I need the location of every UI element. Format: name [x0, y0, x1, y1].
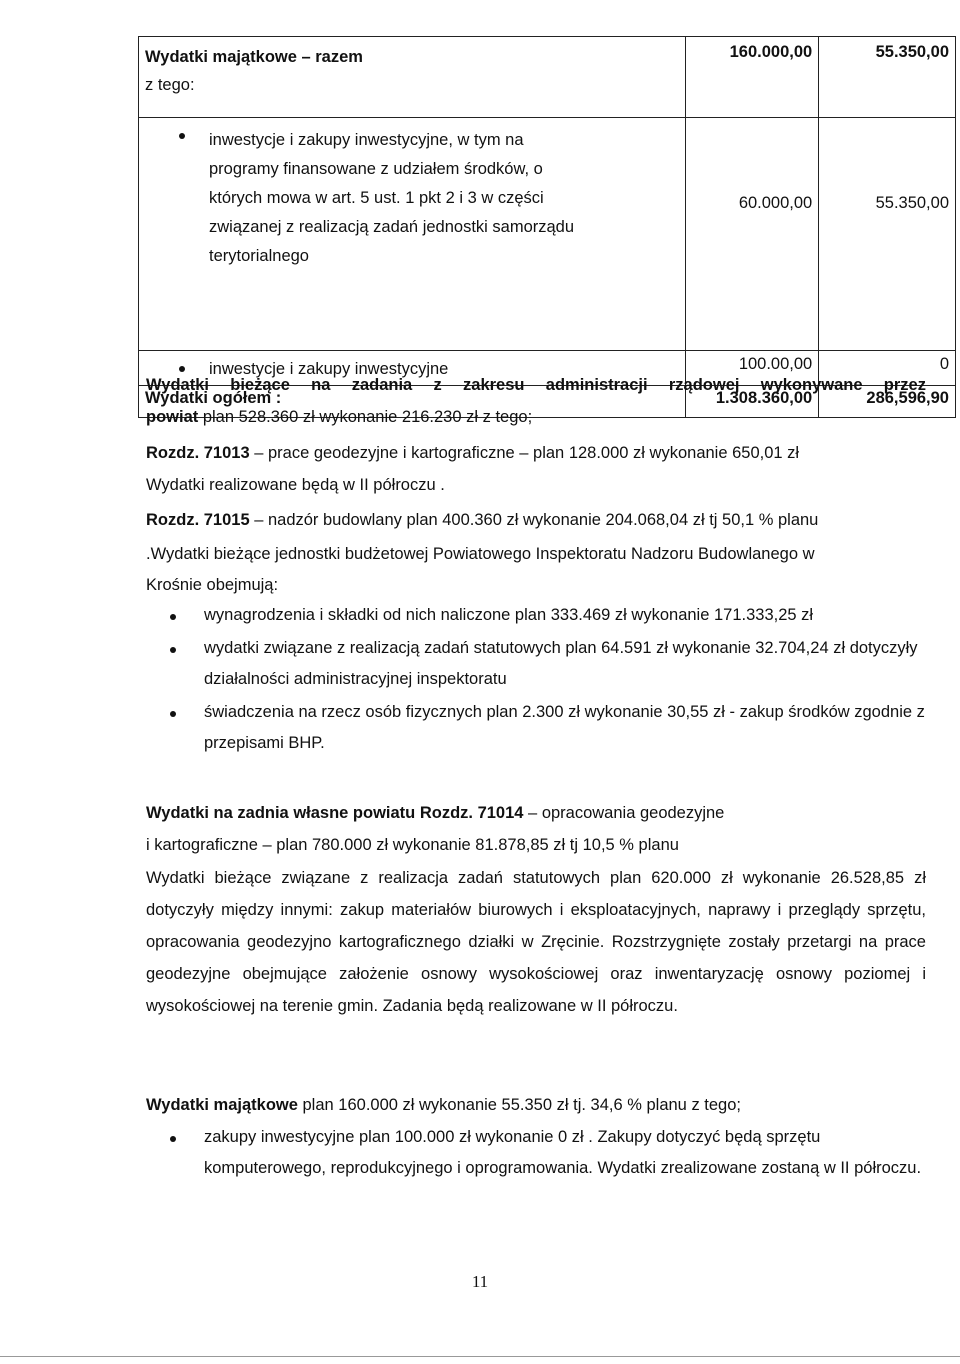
paragraph: Wydatki bieżące związane z realizacja zadań statutowych plan 620.000 zł wykonanie 26.528,85 zł dotyczyły między innymi: zakup materiałów biurowych i eksploatacyjnych, naprawy i przeglądy sprzętu, opracowania geodezyjno kartograficznego działki w Zręcinie. Rozstrzygnięte zostały przetargi na prace geodezyjne obejmujące założenie osnowy wysokościowej oraz inwentaryzację osnowy poziomej i wysokościowej na terenie gmin. Zadania będą realizowane w II półroczu.	[146, 869, 926, 1015]
row-label-line: związanej z realizacją zadań jednostki samorządu	[209, 218, 575, 236]
paragraph-line: Krośnie obejmują:	[146, 576, 279, 594]
execution-value: 0	[819, 351, 956, 386]
row-label: Wydatki ogółem :	[139, 386, 686, 418]
section-heading: Wydatki bieżące na zadania z zakresu administracji rządowej wykonywane przez	[146, 376, 926, 394]
table-row	[139, 118, 956, 351]
paragraph-line: i kartograficzne – plan 780.000 zł wykonanie 81.878,85 zł tj 10,5 % planu	[146, 836, 679, 854]
paragraph-line: Rozdz. 71015 – nadzór budowlany plan 400.360 zł wykonanie 204.068,04 zł tj 50,1 % planu	[146, 511, 819, 529]
plan-value: 1.308.360,00	[685, 386, 818, 418]
plan-value: 160.000,00	[685, 37, 818, 118]
row-label: Wydatki majątkowe – razem	[145, 48, 363, 66]
expenditure-table	[138, 36, 956, 418]
footer-divider	[0, 1356, 960, 1357]
paragraph-line: powiat plan 528.360 zł wykonanie 216.230 zł z tego;	[146, 408, 533, 426]
table-row	[139, 37, 956, 118]
bullet-list	[146, 1122, 928, 1184]
bullet-list	[146, 600, 928, 759]
execution-value: 286,596,90	[819, 386, 956, 418]
paragraph-line: Rozdz. 71013 – prace geodezyjne i kartograficzne – plan 128.000 zł wykonanie 650,01 zł	[146, 444, 800, 462]
plan-value: 60.000,00	[685, 118, 818, 351]
page-number: 11	[471, 1272, 489, 1291]
plan-value: 100.00,00	[685, 351, 818, 386]
row-sublabel: z tego:	[145, 76, 195, 94]
row-label: inwestycje i zakupy inwestycyjne	[139, 351, 686, 386]
paragraph-line: Wydatki na zadnia własne powiatu Rozdz. 71014 – opracowania geodezyjne	[146, 804, 725, 822]
list-item: świadczenia na rzecz osób fizycznych plan 2.300 zł wykonanie 30,55 zł - zakup środków zgodnie z przepisami BHP.	[146, 697, 928, 759]
list-item: wydatki związane z realizacją zadań statutowych plan 64.591 zł wykonanie 32.704,24 zł dotyczyły działalności administracyjnej inspektoratu	[146, 633, 928, 695]
row-label-line: terytorialnego	[209, 247, 309, 265]
row-label-line: inwestycje i zakupy inwestycyjne, w tym na	[209, 131, 524, 149]
execution-value: 55.350,00	[819, 118, 956, 351]
row-label-line: programy finansowane z udziałem środków, o	[209, 160, 543, 178]
list-item: zakupy inwestycyjne plan 100.000 zł wykonanie 0 zł . Zakupy dotyczyć będą sprzętu komputerowego, reprodukcyjnego i oprogramowania. Wydatki zrealizowane zostaną w II półroczu.	[146, 1122, 928, 1184]
paragraph-line: Wydatki realizowane będą w II półroczu .	[146, 476, 445, 494]
execution-value: 55.350,00	[819, 37, 956, 118]
paragraph-line: Wydatki majątkowe plan 160.000 zł wykonanie 55.350 zł tj. 34,6 % planu z tego;	[146, 1096, 741, 1114]
paragraph-line: .Wydatki bieżące jednostki budżetowej Powiatowego Inspektoratu Nadzoru Budowlanego w	[146, 545, 815, 563]
row-label-line: których mowa w art. 5 ust. 1 pkt 2 i 3 w części	[209, 189, 544, 207]
list-item: wynagrodzenia i składki od nich naliczone plan 333.469 zł wykonanie 171.333,25 zł	[146, 600, 928, 631]
